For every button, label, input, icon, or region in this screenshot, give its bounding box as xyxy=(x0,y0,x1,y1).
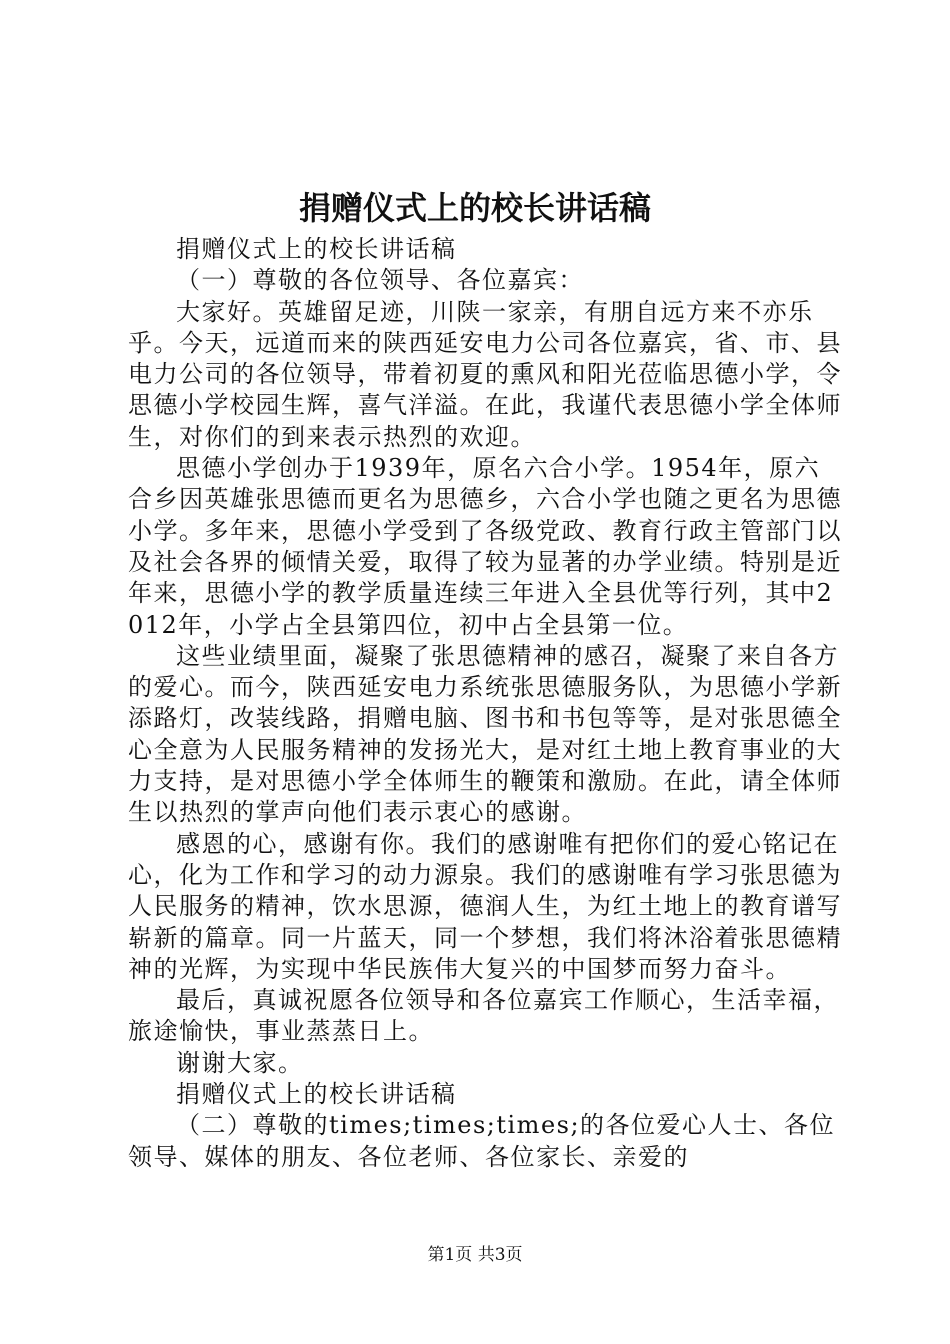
paragraph-wishes: 最后，真诚祝愿各位领导和各位嘉宾工作顺心，生活幸福，旅途愉快，事业蒸蒸日上。 xyxy=(128,986,839,1046)
page-number: 第1页 共3页 xyxy=(427,1245,523,1265)
paragraph-thanks: 谢谢大家。 xyxy=(176,1048,304,1077)
paragraph-welcome: 大家好。英雄留足迹，川陕一家亲，有朋自远方来不亦乐乎。今天，远道而来的陕西延安电力公司各位嘉宾，省、市、县电力公司的各位领导，带着初夏的熏风和阳光莅临思德小学，令思德小学校园生辉，喜气洋溢。在此，我谨代表思德小学全体师生，对你们的到来表示热烈的欢迎。 xyxy=(128,297,842,451)
paragraph-gratitude: 感恩的心，感谢有你。我们的感谢唯有把你们的爱心铭记在心，化为工作和学习的动力源泉。我们的感谢唯有学习张思德为人民服务的精神，饮水思源，德润人生，为红土地上的教育谱写崭新的篇章。同一片蓝天，同一个梦想，我们将沐浴着张思德精神的光辉，为实现中华民族伟大复兴的中国梦而努力奋斗。 xyxy=(128,829,842,983)
paragraph-school-history: 思德小学创办于1939年，原名六合小学。1954年，原六合乡因英雄张思德而更名为思德乡，六合小学也随之更名为思德小学。多年来，思德小学受到了各级党政、教育行政主管部门以及社会各界的倾情关爱，取得了较为显著的办学业绩。特别是近年来，思德小学的教学质量连续三年进入全县优等行列，其中2012年，小学占全县第四位，初中占全县第一位。 xyxy=(128,454,842,639)
paragraph-salutation-1: （一）尊敬的各位领导、各位嘉宾： xyxy=(176,266,584,295)
document-body xyxy=(128,234,842,1173)
document-title: 捐赠仪式上的校长讲话稿 xyxy=(298,189,651,227)
paragraph-heading-repeat: 捐赠仪式上的校长讲话稿 xyxy=(176,235,457,263)
paragraph-donation: 这些业绩里面，凝聚了张思德精神的感召，凝聚了来自各方的爱心。而今，陕西延安电力系统张思德服务队，为思德小学新添路灯，改装线路，捐赠电脑、图书和书包等等，是对张思德全心全意为人民服务精神的发扬光大，是对红土地上教育事业的大力支持，是对思德小学全体师生的鞭策和激励。在此，请全体师生以热烈的掌声向他们表示衷心的感谢。 xyxy=(128,641,842,827)
paragraph-salutation-2: （二）尊敬的times;times;times;的各位爱心人士、各位领导、媒体的朋友、各位老师、各位家长、亲爱的 xyxy=(128,1111,836,1171)
paragraph-heading-repeat-2: 捐赠仪式上的校长讲话稿 xyxy=(176,1080,457,1109)
